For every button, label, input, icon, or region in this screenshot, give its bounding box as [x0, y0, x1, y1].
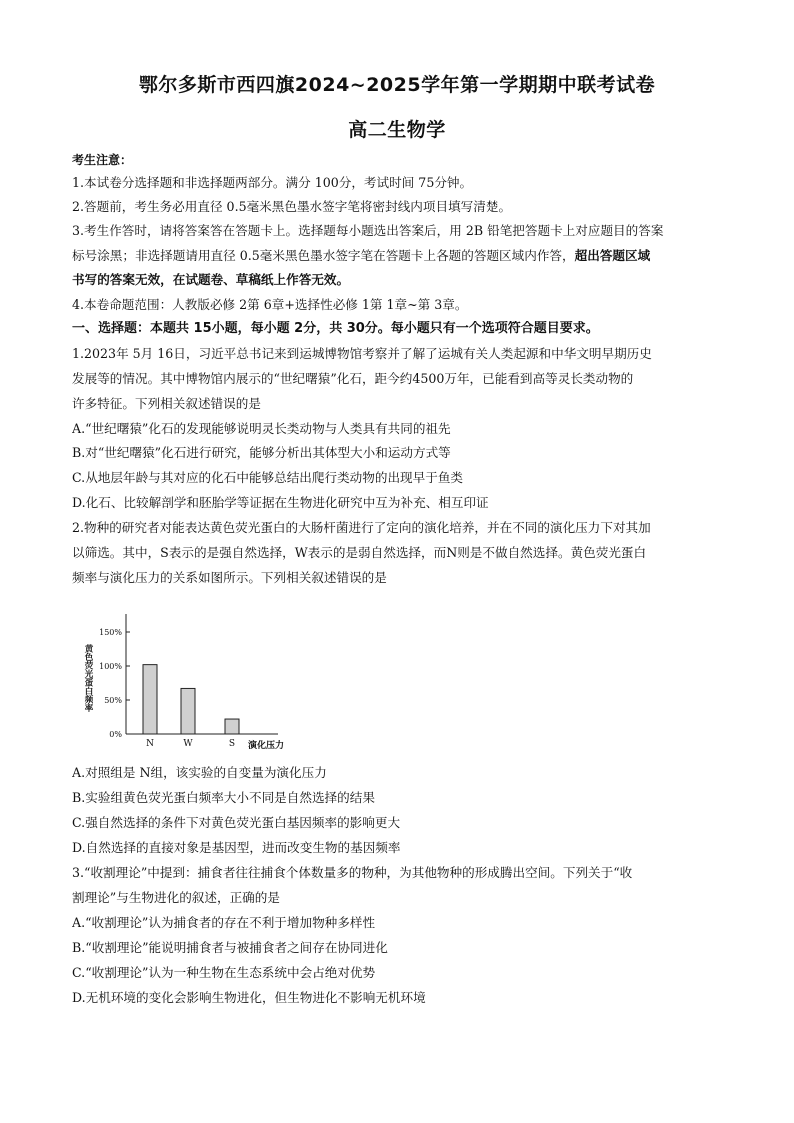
q3-stem-line-2: 割理论”与生物进化的叙述，正确的是 [72, 890, 280, 905]
notice-item-4: 4.本卷命题范围：人教版必修 2第 6章+选择性必修 1第 1章~第 3章。 [72, 297, 468, 312]
q1-option-b: B.对“世纪曙猿”化石进行研究，能够分析出其体型大小和运动方式等 [72, 445, 451, 460]
q3-option-b: B.“收割理论”能说明捕食者与被捕食者之间存在协同进化 [72, 940, 388, 955]
y-tick-label: 150% [99, 628, 122, 637]
q1-stem-line-2: 发展等的情况。其中博物馆内展示的“世纪曙猿”化石，距今约4500万年，已能看到高等灵长类动物的 [72, 371, 634, 386]
x-tick-label: S [228, 739, 236, 749]
y-tick-label: 50% [104, 696, 122, 705]
subject-title: 高二生物学 [348, 119, 446, 141]
q2-bar-chart [78, 612, 288, 757]
bar-S [225, 719, 239, 734]
q3-option-d: D.无机环境的变化会影响生物进化，但生物进化不影响无机环境 [72, 990, 426, 1005]
q1-option-d: D.化石、比较解剖学和胚胎学等证据在生物进化研究中互为补充、相互印证 [72, 495, 489, 510]
notice-item-3-line-1: 3.考生作答时，请将答案答在答题卡上。选择题每小题选出答案后，用 2B 铅笔把答题卡上对应题目的答案 [72, 223, 664, 238]
exam-title: 鄂尔多斯市西四旗2024~2025学年第一学期期中联考试卷 [138, 74, 656, 96]
q2-stem-line-1: 2.物种的研究者对能表达黄色荧光蛋白的大肠杆菌进行了定向的演化培养，并在不同的演化压力下对其加 [72, 520, 651, 535]
bar-N [143, 665, 157, 734]
q1-option-c: C.从地层年龄与其对应的化石中能够总结出爬行类动物的出现早于鱼类 [72, 470, 464, 485]
q1-option-a: A.“世纪曙猿”化石的发现能够说明灵长类动物与人类具有共同的祖先 [72, 421, 451, 436]
q2-option-c: C.强自然选择的条件下对黄色荧光蛋白基因频率的影响更大 [72, 815, 401, 830]
q3-option-a: A.“收割理论”认为捕食者的存在不利于增加物种多样性 [72, 915, 376, 930]
q2-option-a: A.对照组是 N组，该实验的自变量为演化压力 [72, 765, 327, 780]
section-1-heading: 一、选择题：本题共 15小题，每小题 2分，共 30分。每小题只有一个选项符合题目要求。 [72, 321, 599, 336]
q2-option-b: B.实验组黄色荧光蛋白频率大小不同是自然选择的结果 [72, 790, 375, 805]
notice-item-1: 1.本试卷分选择题和非选择题两部分。满分 100分，考试时间 75分钟。 [72, 175, 473, 190]
q2-stem-line-3: 频率与演化压力的关系如图所示。下列相关叙述错误的是 [72, 570, 387, 585]
x-axis-label: 演化压力 [247, 741, 285, 751]
notice-item-3-line-2 [72, 248, 722, 264]
y-tick-label: 100% [99, 662, 122, 671]
y-tick-label: 0% [109, 730, 122, 739]
notice-item-3-bold: 超出答题区域 [574, 248, 651, 263]
notice-item-3-line-3: 书写的答案无效，在试题卷、草稿纸上作答无效。 [72, 272, 350, 287]
q1-stem-line-3: 许多特征。下列相关叙述错误的是 [72, 396, 261, 411]
x-tick-label: N [146, 739, 154, 749]
q2-stem-line-2: 以筛选。其中，S表示的是强自然选择，W表示的是弱自然选择，而N则是不做自然选择。黄色荧光蛋白 [72, 545, 647, 560]
y-axis-label: 黄色荧光蛋白频率 [83, 644, 93, 712]
q3-stem-line-1: 3.“收割理论”中提到：捕食者往往捕食个体数量多的物种，为其他物种的形成腾出空间。下列关于“收 [72, 865, 633, 880]
q3-option-c: C.“收割理论”认为一种生物在生态系统中会占绝对优势 [72, 965, 376, 980]
q1-stem-line-1: 1.2023年 5月 16日，习近平总书记来到运城博物馆考察并了解了运城有关人类起源和中华文明早期历史 [72, 346, 652, 361]
bar-W [181, 688, 195, 734]
notice-heading: 考生注意： [72, 153, 133, 167]
q2-option-d: D.自然选择的直接对象是基因型，进而改变生物的基因频率 [72, 840, 401, 855]
x-tick-label: W [183, 739, 193, 749]
notice-item-3-text: 标号涂黑；非选择题请用直径 0.5毫米黑色墨水签字笔在答题卡上各题的答题区域内作答， [72, 248, 575, 263]
notice-item-2: 2.答题前，考生务必用直径 0.5毫米黑色墨水签字笔将密封线内项目填写清楚。 [72, 199, 512, 214]
